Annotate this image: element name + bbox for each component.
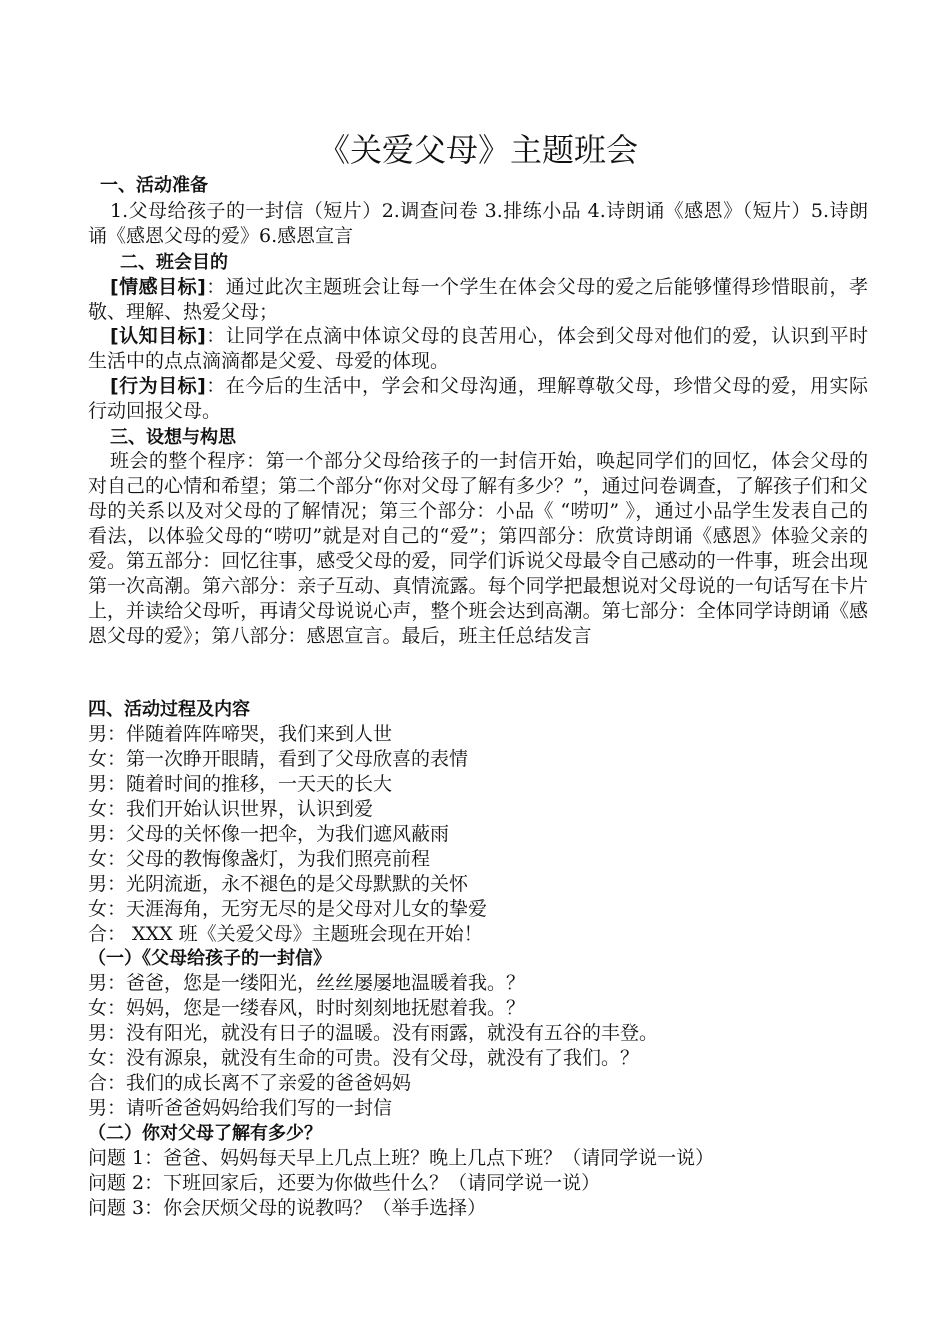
goal-emotion (88, 275, 868, 325)
dialogue-line: 女：父母的教悔像盏灯，为我们照亮前程 (88, 848, 431, 870)
goal-emotion-text: ：通过此次主题班会让每一个学生在体会父母的爱之后能够懂得珍惜眼前，孝敬、理解、热爱父母； (88, 276, 868, 323)
dialogue-line: 女：天涯海角，无穷无尽的是父母对儿女的挚爱 (88, 898, 488, 920)
preparation-text: 1.父母给孩子的一封信（短片）2.调查问卷 3.排练小品 4.诗朗诵《感恩》（短片）5.诗朗诵《感恩父母的爱》6.感恩宣言 (88, 200, 868, 247)
question-line: 问题 1：爸爸、妈妈每天早上几点上班？晚上几点下班？（请同学说一说） (88, 1147, 715, 1169)
section-heading-process: 四、活动过程及内容 (88, 699, 250, 720)
dialogue-line: 男：没有阳光，就没有日子的温暖。没有雨露，就没有五谷的丰登。 (88, 1022, 659, 1044)
dialogue-line: 男：伴随着阵阵啼哭，我们来到人世 (88, 723, 393, 745)
section-heading-plan: 三、设想与构思 (110, 427, 236, 448)
section-heading-purpose: 二、班会目的 (120, 252, 228, 273)
opening-dialogue (88, 722, 868, 947)
dialogue-line: 女：第一次睁开眼睛，看到了父母欣喜的表情 (88, 748, 469, 770)
letter-dialogue (88, 971, 868, 1121)
goal-cognition-tag: [认知目标] (110, 325, 206, 347)
plan-text: 班会的整个程序：第一个部分父母给孩子的一封信开始，唤起同学们的回忆，体会父母的对自己的心情和希望；第二个部分“你对父母了解有多少？”，通过问卷调查，了解孩子们和父母的关系以及对父母的了解情况；第三个部分：小品《 “唠叨” 》，通过小品学生发表自己的看法，以体验父母的“唠叨”就是对自己的“爱”；第四部分：欣赏诗朗诵《感恩》体验父亲的爱。第五部分：回忆往事，感受父母的爱，同学们诉说父母最令自己感动的一件事，班会出现第一次高潮。第六部分：亲子互动、真情流露。每个同学把最想说对父母说的一句话写在卡片上，并读给父母听，再请父母说说心声，整个班会达到高潮。第七部分：全体同学诗朗诵《感恩父母的爱》；第八部分：感恩宣言。最后，班主任总结发言 (88, 450, 868, 647)
dialogue-line: 女：妈妈，您是一缕春风，时时刻刻地抚慰着我。？ (88, 997, 526, 1019)
survey-questions (88, 1146, 868, 1221)
page-title: 《关爱父母》主题班会 (317, 131, 638, 169)
goal-emotion-tag: [情感目标] (110, 276, 206, 298)
dialogue-line: 合：我们的成长离不了亲爱的爸爸妈妈 (88, 1072, 412, 1094)
dialogue-line: 合： XXX 班《关爱父母》主题班会现在开始！ (88, 923, 483, 945)
dialogue-line: 男：爸爸，您是一缕阳光，丝丝屡屡地温暖着我。？ (88, 972, 526, 994)
goal-cognition-text: ：让同学在点滴中体谅父母的良苦用心，体会到父母对他们的爱，认识到平时生活中的点点滴滴都是父爱、母爱的体现。 (88, 325, 868, 372)
question-line: 问题 2：下班回家后，还要为你做些什么？（请同学说一说） (88, 1172, 601, 1194)
part-heading-letter: （一）《父母给孩子的一封信》 (88, 948, 331, 969)
dialogue-line: 女：没有源泉，就没有生命的可贵。没有父母，就没有了我们。？ (88, 1047, 640, 1069)
goal-behavior (88, 374, 868, 424)
document-page (88, 0, 868, 1344)
goal-cognition (88, 324, 868, 374)
dialogue-line: 男：请听爸爸妈妈给我们写的一封信 (88, 1097, 393, 1119)
part-heading-survey: （二）你对父母了解有多少？ (88, 1123, 322, 1144)
dialogue-line: 男：光阴流逝，永不褪色的是父母默默的关怀 (88, 873, 469, 895)
dialogue-line: 男：父母的关怀像一把伞，为我们遮风蔽雨 (88, 823, 450, 845)
section-heading-preparation: 一、活动准备 (100, 175, 208, 196)
dialogue-line: 女：我们开始认识世界，认识到爱 (88, 798, 374, 820)
goal-behavior-tag: [行为目标] (110, 375, 206, 397)
goal-behavior-text: ：在今后的生活中，学会和父母沟通，理解尊敬父母，珍惜父母的爱，用实际行动回报父母。 (88, 375, 868, 422)
dialogue-line: 男：随着时间的推移，一天天的长大 (88, 773, 393, 795)
question-line: 问题 3：你会厌烦父母的说教吗？（举手选择） (88, 1197, 487, 1219)
